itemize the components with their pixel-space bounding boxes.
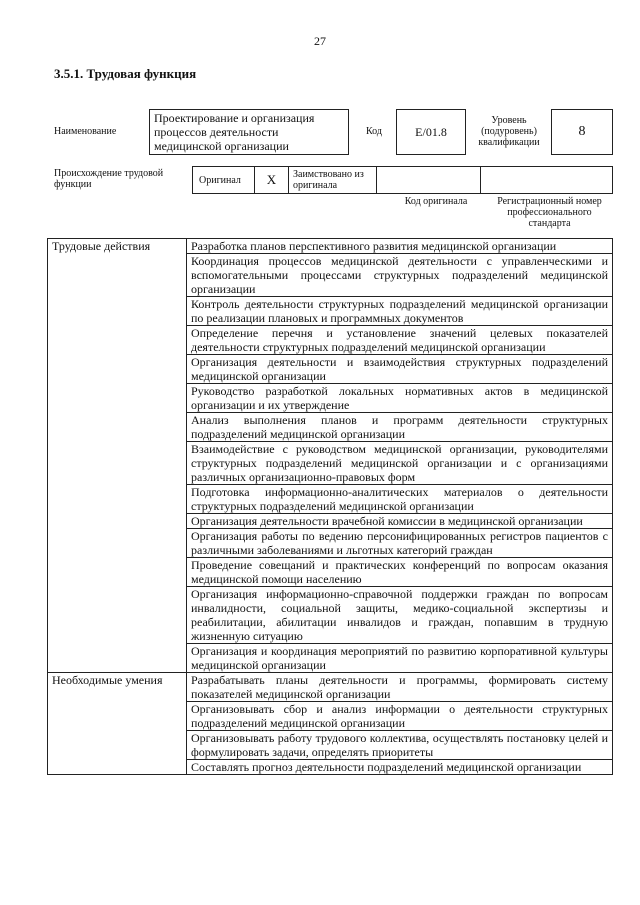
borrowed-cell: [289, 167, 377, 193]
labor-action-item: Координация процессов медицинской деятельности с управленческими и вспомогательными процессами структурных подразделений медицинской организации: [187, 254, 613, 297]
labor-action-item: Разработка планов перспективного развития медицинской организации: [187, 239, 613, 254]
table-row: [48, 673, 613, 702]
reg-number-label: Регистрационный номер профессионального стандарта: [497, 196, 602, 229]
skill-item: Организовывать сбор и анализ информации о деятельности структурных подразделений медицинской организации: [187, 702, 613, 731]
function-name-box: [149, 109, 349, 155]
labor-action-item: Подготовка информационно-аналитических материалов о деятельности структурных подразделений медицинской организации: [187, 485, 613, 514]
skill-item: Организовывать работу трудового коллектива, осуществлять постановку целей и формулировать задачи, определять приоритеты: [187, 731, 613, 760]
labor-action-item: Организация и координация мероприятий по развитию корпоративной культуры медицинской организации: [187, 644, 613, 673]
code-label: Код: [366, 126, 382, 137]
origin-row: [192, 166, 613, 194]
skill-item: Разрабатывать планы деятельности и программы, формировать систему показателей медицинской организации: [187, 673, 613, 702]
borrowed-label: Заимствовано из оригинала: [293, 169, 364, 191]
skills-label: Необходимые умения: [48, 673, 187, 775]
qualification-level-value: 8: [578, 124, 586, 139]
skill-item: Составлять прогноз деятельности подразделений медицинской организации: [187, 760, 613, 775]
original-mark: X: [266, 172, 277, 187]
labor-action-item: Определение перечня и установление значений целевых показателей деятельности структурных подразделений медицинской организации: [187, 326, 613, 355]
table-row: [48, 239, 613, 254]
labor-function-table: [47, 238, 613, 775]
labor-action-item: Организация работы по ведению персонифицированных регистров пациентов с различными заболеваниями и льготных категорий граждан: [187, 529, 613, 558]
reg-number-cell: [481, 167, 612, 193]
original-label: Оригинал: [199, 174, 241, 186]
level-label: Уровень (подуровень) квалификации: [478, 115, 540, 148]
code-original-cell: [377, 167, 481, 193]
labor-actions-label: Трудовые действия: [48, 239, 187, 673]
section-title: 3.5.1. Трудовая функция: [54, 66, 197, 81]
labor-action-item: Проведение совещаний и практических конференций по вопросам оказания медицинской помощи населению: [187, 558, 613, 587]
labor-action-item: Анализ выполнения планов и программ деятельности структурных подразделений медицинской организации: [187, 413, 613, 442]
function-code-value: E/01.8: [415, 124, 447, 139]
qualification-level-box: [551, 109, 613, 155]
function-code-box: [396, 109, 466, 155]
page-number: 27: [314, 34, 326, 48]
original-cell: [193, 167, 255, 193]
labor-action-item: Организация информационно-справочной поддержки граждан по вопросам инвалидности, социальной защиты, медико-социальной экспертизы и реабилитации, абилитации инвалидов и граждан, попавшим в трудную жизненную ситуацию: [187, 587, 613, 644]
code-original-label: Код оригинала: [404, 196, 468, 207]
labor-action-item: Организация деятельности врачебной комиссии в медицинской организации: [187, 514, 613, 529]
origin-label: Происхождение трудовой функции: [54, 168, 164, 190]
labor-action-item: Организация деятельности и взаимодействия структурных подразделений медицинской организации: [187, 355, 613, 384]
original-mark-cell: [255, 167, 289, 193]
function-name-value: Проектирование и организация процессов деятельности медицинской организации: [154, 111, 315, 153]
labor-action-item: Контроль деятельности структурных подразделений медицинской организации по реализации плановых и программных документов: [187, 297, 613, 326]
name-label: Наименование: [54, 126, 117, 137]
labor-action-item: Взаимодействие с руководством медицинской организации, руководителями структурных подразделений медицинской организации и с организациями различных организационно-правовых форм: [187, 442, 613, 485]
labor-action-item: Руководство разработкой локальных нормативных актов в медицинской организации и их утверждение: [187, 384, 613, 413]
